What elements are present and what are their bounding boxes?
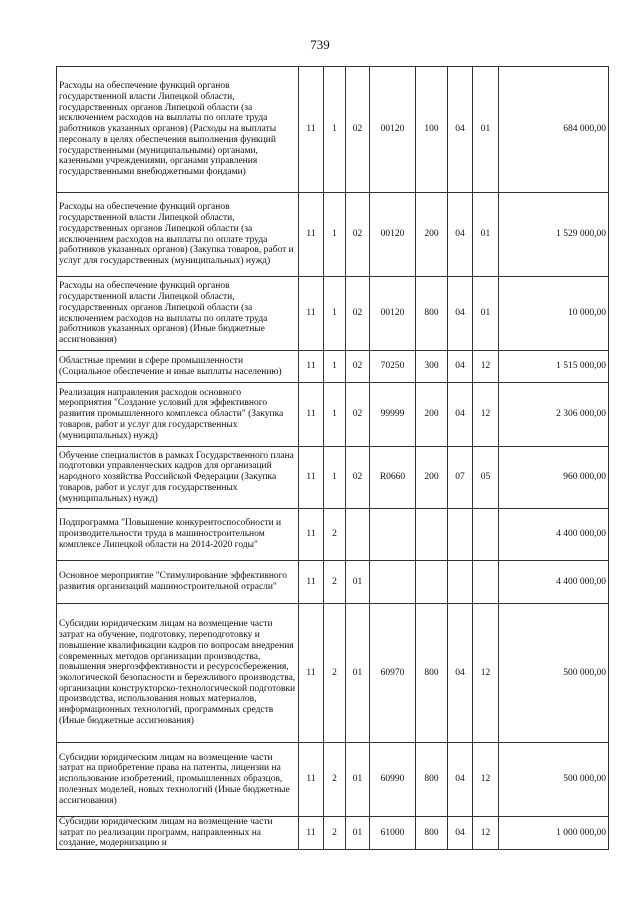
page-number: 739: [310, 37, 330, 52]
table-row: [57, 193, 609, 277]
direction-code: R0660: [370, 447, 416, 509]
subprogram-code: 2: [324, 743, 346, 817]
expense-type-code: 200: [416, 193, 448, 277]
event-code: 01: [346, 817, 370, 850]
program-code: 11: [299, 193, 324, 277]
section-code: 04: [448, 604, 473, 743]
direction-code: 60990: [370, 743, 416, 817]
row-description: Основное мероприятие "Стимулирование эффективного развития организаций машиностроительной отрасли": [57, 561, 299, 604]
subsection-code: 12: [473, 351, 499, 383]
table-row: [57, 383, 609, 447]
section-code: 04: [448, 277, 473, 351]
section-code: 04: [448, 67, 473, 193]
subprogram-code: 2: [324, 561, 346, 604]
program-code: 11: [299, 277, 324, 351]
subsection-code: 12: [473, 743, 499, 817]
section-code: 04: [448, 351, 473, 383]
program-code: 11: [299, 817, 324, 850]
table-row: [57, 277, 609, 351]
expense-type-code: 800: [416, 604, 448, 743]
direction-code: [370, 561, 416, 604]
program-code: 11: [299, 447, 324, 509]
direction-code: 70250: [370, 351, 416, 383]
subsection-code: 12: [473, 604, 499, 743]
direction-code: 61000: [370, 817, 416, 850]
section-code: [448, 509, 473, 561]
section-code: 04: [448, 743, 473, 817]
amount: 10 000,00: [499, 277, 609, 351]
table-row: [57, 817, 609, 850]
program-code: 11: [299, 561, 324, 604]
program-code: 11: [299, 604, 324, 743]
subsection-code: [473, 509, 499, 561]
amount: 4 400 000,00: [499, 509, 609, 561]
event-code: 02: [346, 277, 370, 351]
amount: 1 529 000,00: [499, 193, 609, 277]
row-description: Обучение специалистов в рамках Государственного плана подготовки управленческих кадров для организаций народного хозяйства Российской Федерации (Закупка товаров, работ и услуг для государственных (муниципальных) нужд): [57, 447, 299, 509]
section-code: [448, 561, 473, 604]
event-code: 02: [346, 383, 370, 447]
subprogram-code: 2: [324, 604, 346, 743]
subprogram-code: 2: [324, 509, 346, 561]
program-code: 11: [299, 509, 324, 561]
subprogram-code: 2: [324, 817, 346, 850]
amount: 1 000 000,00: [499, 817, 609, 850]
event-code: 01: [346, 561, 370, 604]
event-code: 02: [346, 351, 370, 383]
event-code: 01: [346, 743, 370, 817]
row-description: Подпрограмма "Повышение конкурентоспособности и производительности труда в машиностроительном комплексе Липецкой области на 2014-2020 годы": [57, 509, 299, 561]
event-code: 02: [346, 67, 370, 193]
section-code: 07: [448, 447, 473, 509]
section-code: 04: [448, 383, 473, 447]
subsection-code: 01: [473, 193, 499, 277]
table-row: [57, 604, 609, 743]
subsection-code: 12: [473, 383, 499, 447]
subsection-code: 05: [473, 447, 499, 509]
amount: 500 000,00: [499, 604, 609, 743]
table-row: [57, 509, 609, 561]
event-code: 02: [346, 447, 370, 509]
subprogram-code: 1: [324, 447, 346, 509]
amount: 960 000,00: [499, 447, 609, 509]
direction-code: 00120: [370, 193, 416, 277]
amount: 500 000,00: [499, 743, 609, 817]
expense-type-code: 800: [416, 817, 448, 850]
subprogram-code: 1: [324, 67, 346, 193]
event-code: 01: [346, 604, 370, 743]
event-code: [346, 509, 370, 561]
expense-type-code: [416, 509, 448, 561]
subprogram-code: 1: [324, 193, 346, 277]
row-description: Расходы на обеспечение функций органов государственной власти Липецкой области, государственных органов Липецкой области (за исключением расходов на выплаты по оплате труда работников указанных органов) (Иные бюджетные ассигнования): [57, 277, 299, 351]
subprogram-code: 1: [324, 277, 346, 351]
section-code: 04: [448, 817, 473, 850]
amount: 2 306 000,00: [499, 383, 609, 447]
direction-code: 60970: [370, 604, 416, 743]
program-code: 11: [299, 383, 324, 447]
event-code: 02: [346, 193, 370, 277]
table-row: [57, 447, 609, 509]
amount: 4 400 000,00: [499, 561, 609, 604]
direction-code: 99999: [370, 383, 416, 447]
table-row: [57, 67, 609, 193]
subprogram-code: 1: [324, 383, 346, 447]
subprogram-code: 1: [324, 351, 346, 383]
expense-type-code: 100: [416, 67, 448, 193]
amount: 684 000,00: [499, 67, 609, 193]
expense-type-code: 200: [416, 383, 448, 447]
program-code: 11: [299, 67, 324, 193]
subsection-code: 01: [473, 67, 499, 193]
budget-table: [56, 66, 609, 850]
expense-type-code: 300: [416, 351, 448, 383]
row-description: Субсидии юридическим лицам на возмещение части затрат по реализации программ, направленных на создание, модернизацию и: [57, 817, 299, 850]
row-description: Субсидии юридическим лицам на возмещение части затрат на обучение, подготовку, переподготовку и повышение квалификации кадров по вопросам внедрения современных методов организации производства, повышения энергоэффективности и ресурсосбережения, экологической безопасности и бережливого производства, организации конструкторско-технологической подготовки производства, использования новых материалов, информационных технологий, программных средств (Иные бюджетные ассигнования): [57, 604, 299, 743]
expense-type-code: 800: [416, 277, 448, 351]
row-description: Расходы на обеспечение функций органов государственной власти Липецкой области, государственных органов Липецкой области (за исключением расходов на выплаты по оплате труда работников указанных органов) (Расходы на выплаты персоналу в целях обеспечения выполнения функций государственными (муниципальными) органами, казенными учреждениями, органами управления государственными внебюджетными фондами): [57, 67, 299, 193]
subsection-code: 01: [473, 277, 499, 351]
row-description: Расходы на обеспечение функций органов государственной власти Липецкой области, государственных органов Липецкой области (за исключением расходов на выплаты по оплате труда работников указанных органов) (Закупка товаров, работ и услуг для государственных (муниципальных) нужд): [57, 193, 299, 277]
program-code: 11: [299, 351, 324, 383]
program-code: 11: [299, 743, 324, 817]
row-description: Реализация направления расходов основного мероприятия "Создание условий для эффективного развития промышленного комплекса области" (Закупка товаров, работ и услуг для государственных (муниципальных) нужд): [57, 383, 299, 447]
expense-type-code: [416, 561, 448, 604]
table-row: [57, 561, 609, 604]
section-code: 04: [448, 193, 473, 277]
row-description: Субсидии юридическим лицам на возмещение части затрат на приобретение права на патенты, лицензии на использование изобретений, промышленных образцов, полезных моделей, новых технологий (Иные бюджетные ассигнования): [57, 743, 299, 817]
table-row: [57, 351, 609, 383]
subsection-code: 12: [473, 817, 499, 850]
amount: 1 515 000,00: [499, 351, 609, 383]
table-row: [57, 743, 609, 817]
row-description: Областные премии в сфере промышленности (Социальное обеспечение и иные выплаты населению): [57, 351, 299, 383]
direction-code: [370, 509, 416, 561]
direction-code: 00120: [370, 67, 416, 193]
expense-type-code: 800: [416, 743, 448, 817]
expense-type-code: 200: [416, 447, 448, 509]
subsection-code: [473, 561, 499, 604]
direction-code: 00120: [370, 277, 416, 351]
